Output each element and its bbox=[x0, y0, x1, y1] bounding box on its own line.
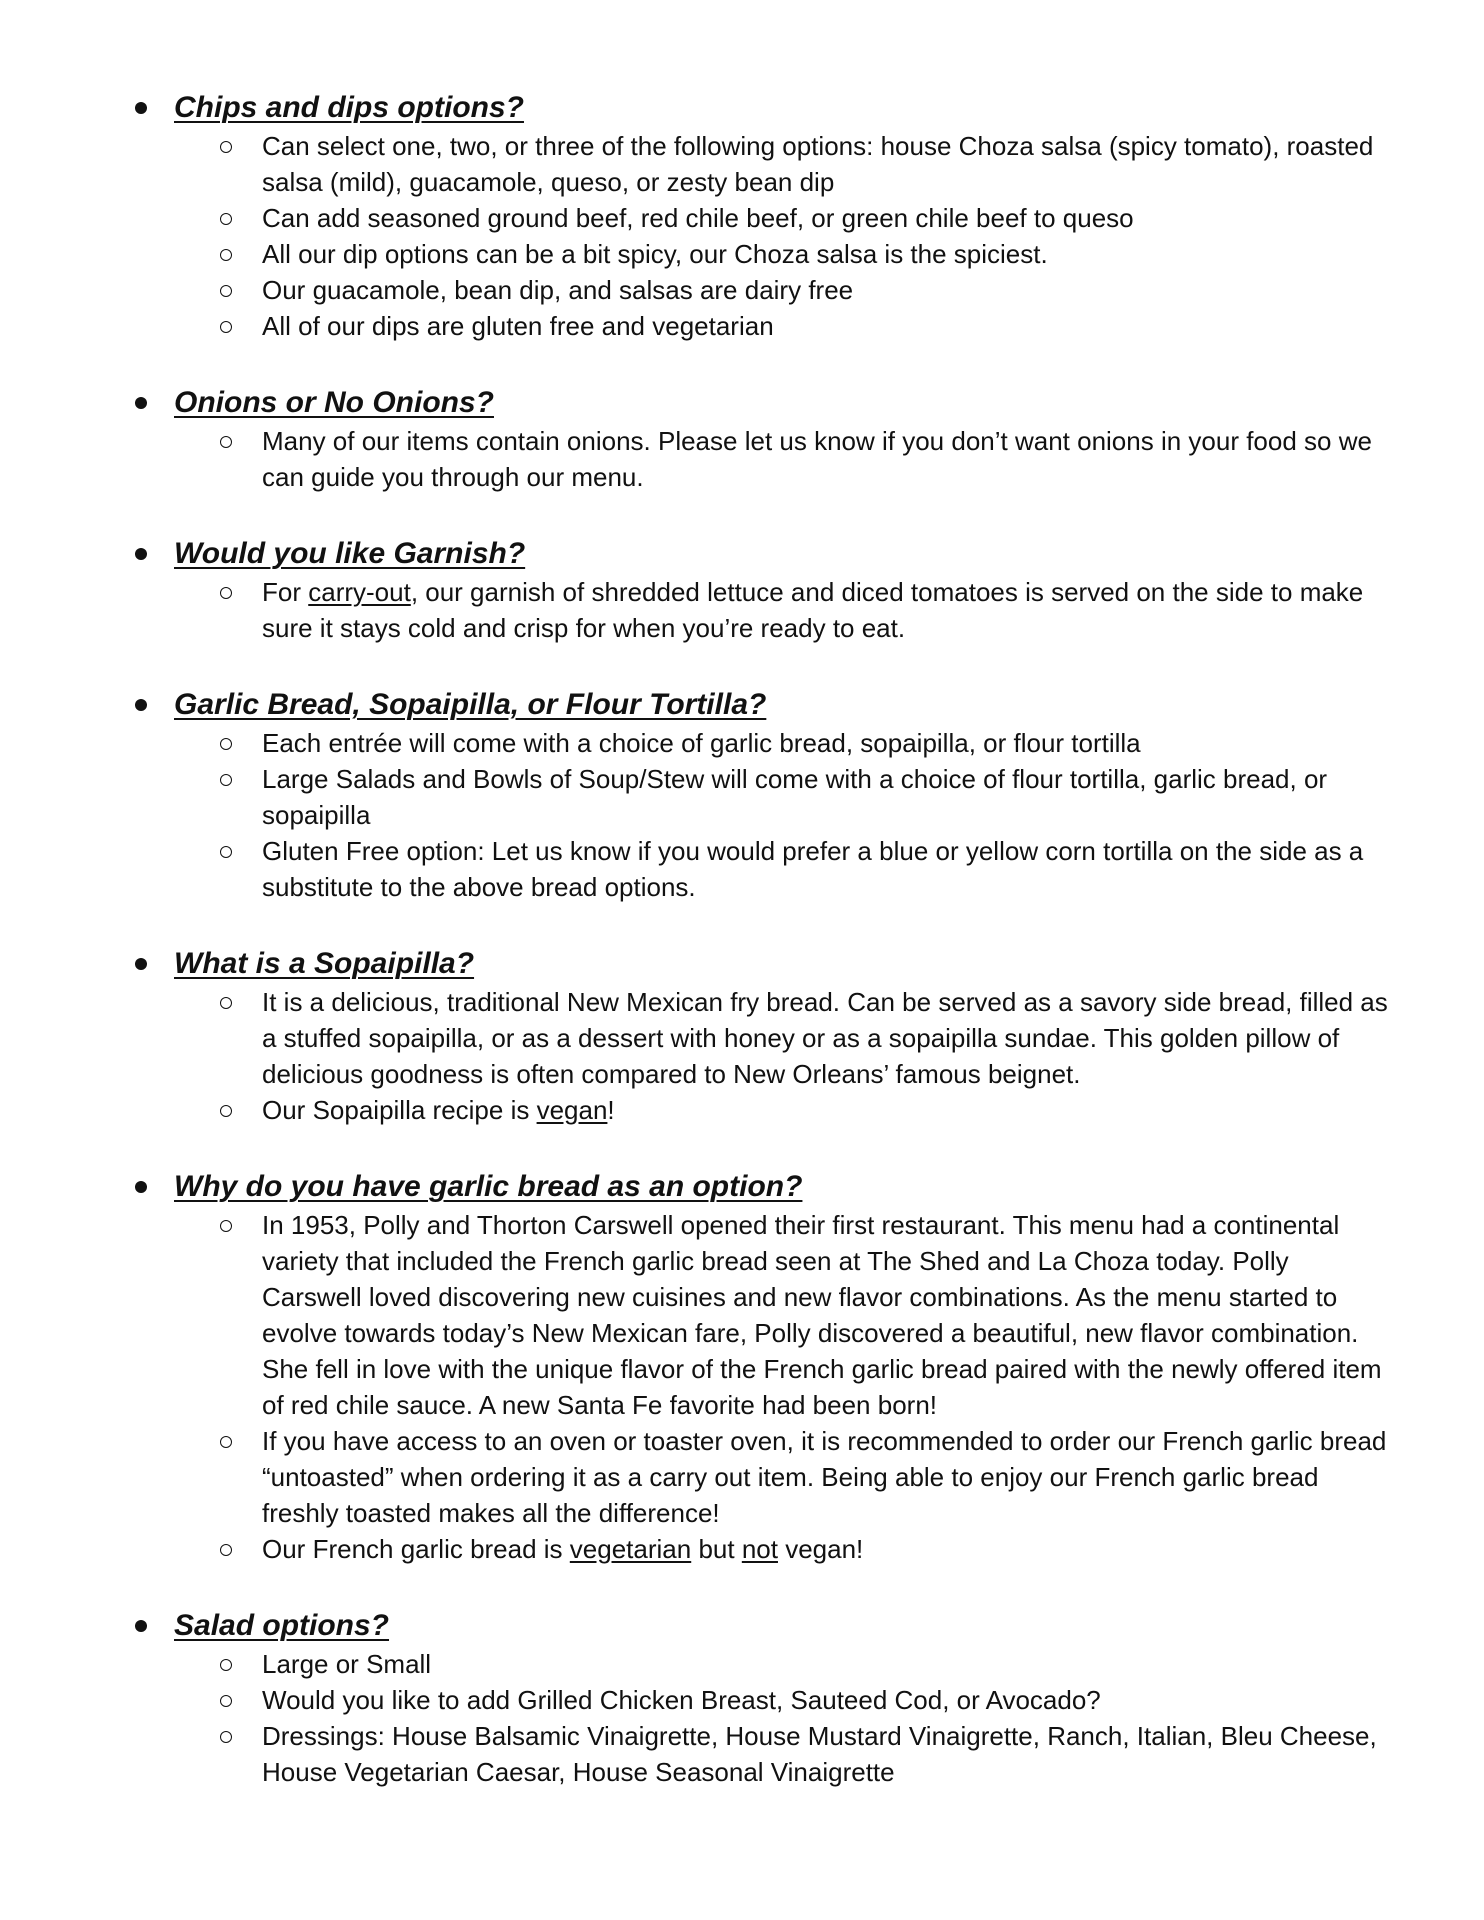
list-item: Our guacamole, bean dip, and salsas are dairy free bbox=[0, 272, 1484, 308]
list-item: Can add seasoned ground beef, red chile beef, or green chile beef to queso bbox=[0, 200, 1484, 236]
hollow-bullet-icon bbox=[220, 1731, 232, 1743]
heading-text: Why do you have garlic bread as an option? bbox=[174, 1170, 803, 1203]
sub-list bbox=[0, 1207, 1484, 1567]
list-item: Large or Small bbox=[0, 1646, 1484, 1682]
section-heading bbox=[0, 1167, 1484, 1207]
hollow-bullet-icon bbox=[220, 774, 232, 786]
hollow-bullet-icon bbox=[220, 587, 232, 599]
sub-list bbox=[0, 1646, 1484, 1790]
list-item: Can select one, two, or three of the following options: house Choza salsa (spicy tomato), roasted salsa (mild), guacamole, queso, or zesty bean dip bbox=[0, 128, 1484, 200]
heading-text: Salad options? bbox=[174, 1609, 390, 1642]
sub-list bbox=[0, 128, 1484, 344]
heading-text: Chips and dips options? bbox=[174, 91, 524, 124]
bullet-icon bbox=[135, 1620, 147, 1632]
bullet-icon bbox=[135, 548, 147, 560]
underlined-text: vegetarian bbox=[569, 1534, 692, 1564]
list-item: In 1953, Polly and Thorton Carswell opened their first restaurant. This menu had a continental variety that included the French garlic bread seen at The Shed and La Choza today. Polly Carswell loved discovering new cuisines and new flavor combinations. As the menu started to evolve towards today’s New Mexican fare, Polly discovered a beautiful, new flavor combination. She fell in love with the unique flavor of the French garlic bread paired with the newly offered item of red chile sauce. A new Santa Fe favorite had been born! bbox=[0, 1207, 1484, 1423]
list-item: Would you like to add Grilled Chicken Breast, Sauteed Cod, or Avocado? bbox=[0, 1682, 1484, 1718]
hollow-bullet-icon bbox=[220, 1436, 232, 1448]
section-heading bbox=[0, 534, 1484, 574]
faq-section-garlic-bread bbox=[0, 1167, 1484, 1567]
list-item: For carry-out, our garnish of shredded lettuce and diced tomatoes is served on the side to make sure it stays cold and crisp for when you’re ready to eat. bbox=[0, 574, 1484, 646]
list-item: Each entrée will come with a choice of garlic bread, sopaipilla, or flour tortilla bbox=[0, 725, 1484, 761]
faq-section-chips-dips bbox=[0, 88, 1484, 344]
hollow-bullet-icon bbox=[220, 213, 232, 225]
heading-text: Would you like Garnish? bbox=[174, 537, 526, 570]
heading-text: What is a Sopaipilla? bbox=[174, 947, 475, 980]
list-item: All our dip options can be a bit spicy, our Choza salsa is the spiciest. bbox=[0, 236, 1484, 272]
list-item: Our French garlic bread is vegetarian but not vegan! bbox=[0, 1531, 1484, 1567]
faq-section-garnish bbox=[0, 534, 1484, 646]
list-item: Gluten Free option: Let us know if you would prefer a blue or yellow corn tortilla on the side as a substitute to the above bread options. bbox=[0, 833, 1484, 905]
list-item: Dressings: House Balsamic Vinaigrette, House Mustard Vinaigrette, Ranch, Italian, Bleu Cheese, House Vegetarian Caesar, House Seasonal Vinaigrette bbox=[0, 1718, 1484, 1790]
list-item: It is a delicious, traditional New Mexican fry bread. Can be served as a savory side bread, filled as a stuffed sopaipilla, or as a dessert with honey or as a sopaipilla sundae. This golden pillow of delicious goodness is often compared to New Orleans’ famous beignet. bbox=[0, 984, 1484, 1092]
list-item: Large Salads and Bowls of Soup/Stew will come with a choice of flour tortilla, garlic bread, or sopaipilla bbox=[0, 761, 1484, 833]
hollow-bullet-icon bbox=[220, 1695, 232, 1707]
sub-list bbox=[0, 423, 1484, 495]
faq-section-sopaipilla bbox=[0, 944, 1484, 1128]
sub-list bbox=[0, 725, 1484, 905]
section-heading bbox=[0, 88, 1484, 128]
hollow-bullet-icon bbox=[220, 738, 232, 750]
underlined-text: vegan bbox=[536, 1095, 608, 1125]
section-heading bbox=[0, 944, 1484, 984]
sub-list bbox=[0, 574, 1484, 646]
section-heading bbox=[0, 685, 1484, 725]
section-heading bbox=[0, 1606, 1484, 1646]
hollow-bullet-icon bbox=[220, 997, 232, 1009]
hollow-bullet-icon bbox=[220, 1220, 232, 1232]
underlined-text: not bbox=[741, 1534, 778, 1564]
heading-text: Garlic Bread, Sopaipilla, or Flour Tortilla? bbox=[174, 688, 767, 721]
heading-text: Onions or No Onions? bbox=[174, 386, 494, 419]
hollow-bullet-icon bbox=[220, 846, 232, 858]
hollow-bullet-icon bbox=[220, 285, 232, 297]
sub-list bbox=[0, 984, 1484, 1128]
bullet-icon bbox=[135, 102, 147, 114]
list-item: Our Sopaipilla recipe is vegan! bbox=[0, 1092, 1484, 1128]
faq-section-salad bbox=[0, 1606, 1484, 1790]
hollow-bullet-icon bbox=[220, 321, 232, 333]
hollow-bullet-icon bbox=[220, 141, 232, 153]
bullet-icon bbox=[135, 397, 147, 409]
bullet-icon bbox=[135, 699, 147, 711]
list-item: All of our dips are gluten free and vegetarian bbox=[0, 308, 1484, 344]
faq-section-bread-options bbox=[0, 685, 1484, 905]
section-heading bbox=[0, 383, 1484, 423]
hollow-bullet-icon bbox=[220, 1105, 232, 1117]
underlined-text: carry-out bbox=[308, 577, 411, 607]
hollow-bullet-icon bbox=[220, 1544, 232, 1556]
faq-section-onions bbox=[0, 383, 1484, 495]
bullet-icon bbox=[135, 958, 147, 970]
bullet-icon bbox=[135, 1181, 147, 1193]
hollow-bullet-icon bbox=[220, 436, 232, 448]
list-item: Many of our items contain onions. Please let us know if you don’t want onions in your food so we can guide you through our menu. bbox=[0, 423, 1484, 495]
hollow-bullet-icon bbox=[220, 1659, 232, 1671]
hollow-bullet-icon bbox=[220, 249, 232, 261]
list-item: If you have access to an oven or toaster oven, it is recommended to order our French garlic bread “untoasted” when ordering it as a carry out item. Being able to enjoy our French garlic bread freshly toasted makes all the difference! bbox=[0, 1423, 1484, 1531]
